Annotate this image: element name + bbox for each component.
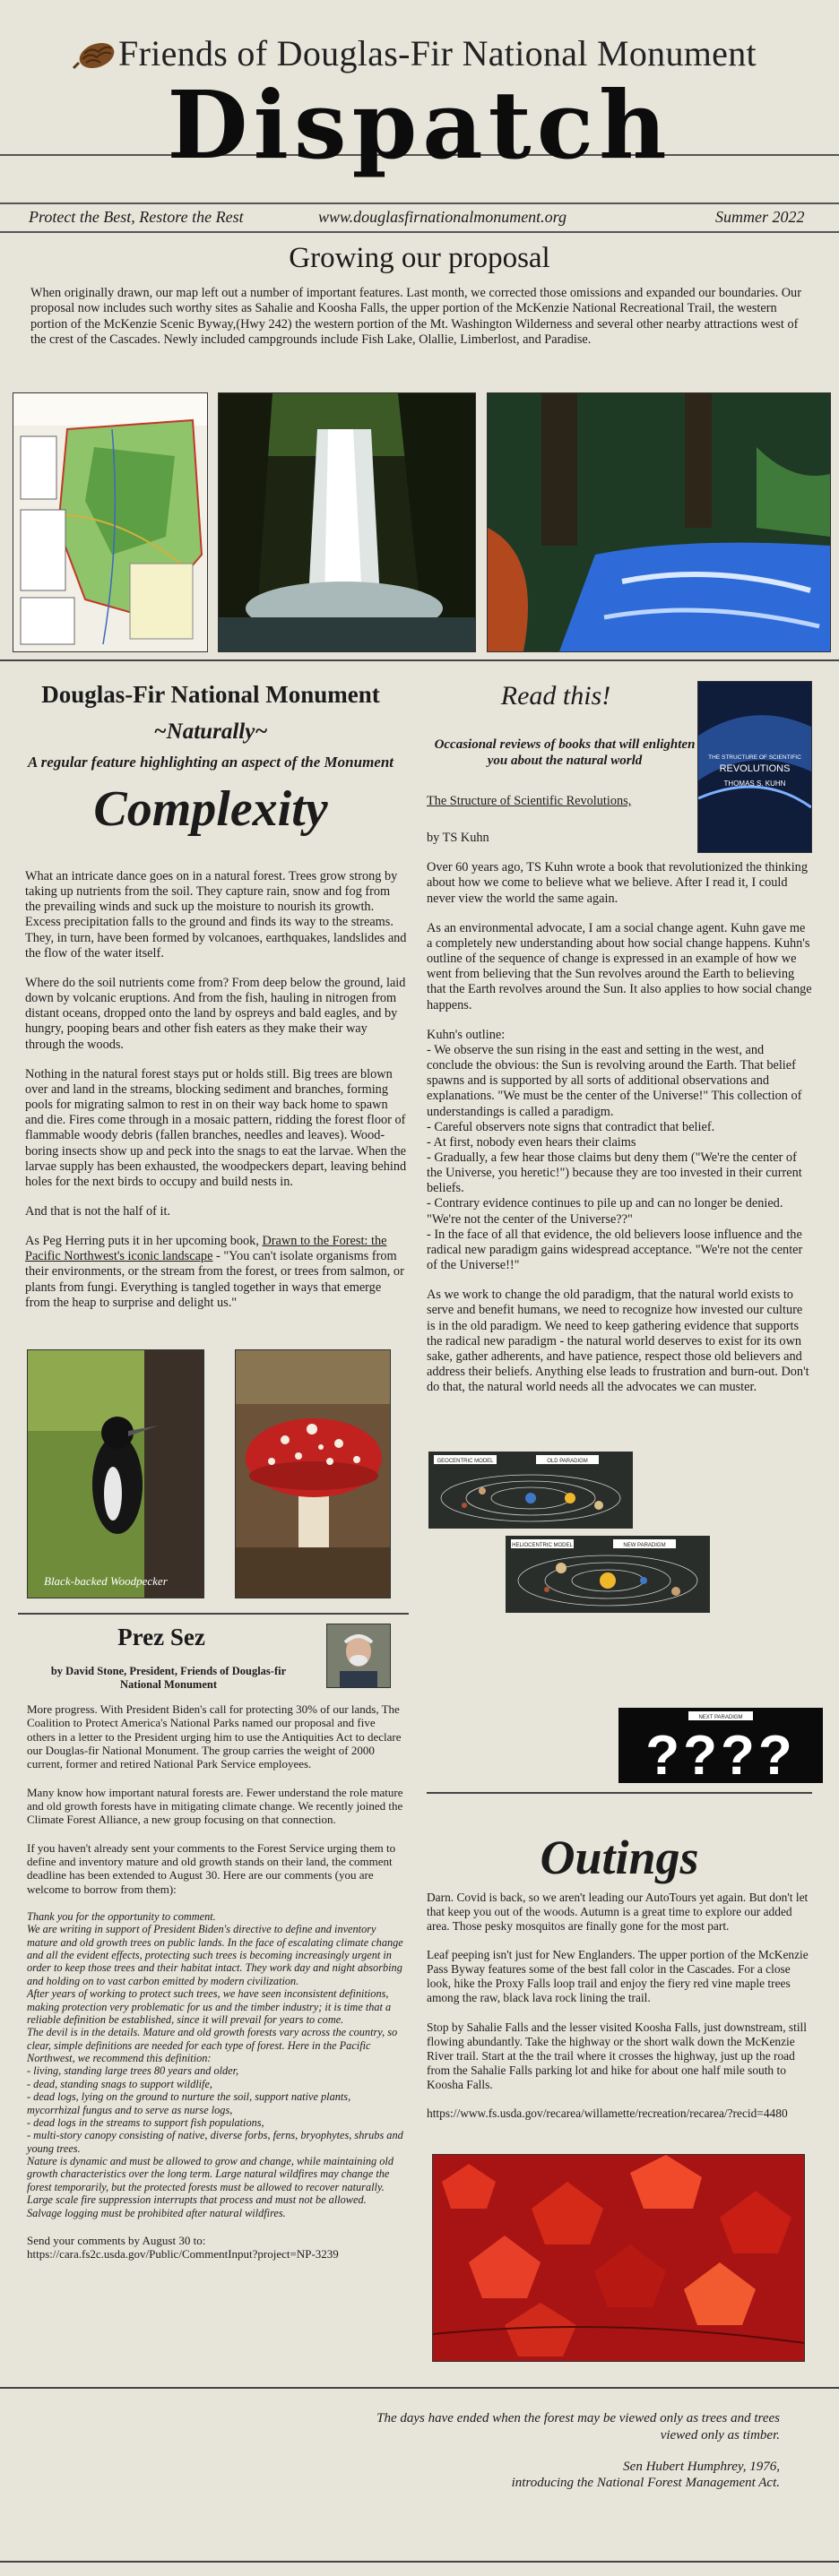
outings-divider [427,1792,812,1794]
prez-letter [27,1910,403,2219]
complexity-paragraph: What an intricate dance goes on in a natural forest. Trees grow strong by taking up nutrients from the soil. They capture rain, snow and fog from the prevailing winds and suck up the moisture to nourish its growth. Excess precipitation falls to the ground and finds its way to the streams. They, in turn, have been formed by volcanoes, earthquakes, landslides and the flow of the water itself. [25,869,407,961]
letter-line: - dead, standing snags to support wildlife, [27,2077,213,2090]
outline-item: - At first, nobody even hears their claims [427,1134,636,1150]
outline-item: - Gradually, a few hear those claims but deny them ("We're the center of the Universe, you heretic!") because they are too invested in their current beliefs. [427,1150,802,1196]
outline-item: - We observe the sun rising in the east and setting in the west, and conclude the obvious: the Sun is revolving around the Earth. That belief spawns and is supported by all sorts of additional observations and explanations. "We must be the center of the Universe!" This collection of understandings is called a paradigm. [427,1042,802,1119]
naturally-subheading: ~Naturally~ [153,719,268,744]
outings-title: Outings [540,1831,699,1884]
prez-paragraph: More progress. With President Biden's call for protecting 30% of our lands, The Coalition to Protect America's National Parks named our proposal and five others in a letter to the President urging him to use the Antiquities Act to declare our Douglas-fir National Monument. The group carries the weight of 2000 current, former and retired National Park Service employees. [27,1702,402,1771]
quote-text: The days have ended when the forest may be viewed only as trees and trees viewed only as timber. [376,2411,780,2442]
mushroom-photo [235,1349,391,1598]
naturally-tagline: A regular feature highlighting an aspect of the Monument [27,754,394,771]
woodpecker-photo [27,1349,204,1598]
complexity-title: Complexity [93,781,328,837]
next-paradigm-diagram [618,1708,823,1783]
outings-paragraph: Leaf peeping isn't just for New Englanders. The upper portion of the McKenzie Pass Byway features some of the best fall color in the Cascades. For a close look, hike the Proxy Falls loop trail and enjoy the fiery red vine maple trees among the raw, black lava rock lining the trail. [427,1948,809,2005]
letter-line: - multi-story canopy consisting of native, diverse forbs, ferns, bryophytes, shrubs and young trees. [27,2129,403,2155]
svg-text:OLD PARADIGM: OLD PARADIGM [547,1459,588,1464]
bottom-rule [0,2561,839,2563]
letter-line: After years of working to protect such trees, we have seen inconsistent definitions, making protection very problematic for us and the timber industry; it is time that a reliable definition be established, since it will prevail for years to come. [27,1987,392,2026]
prez-divider [18,1613,409,1615]
cover-text: THE STRUCTURE OF SCIENTIFIC [708,754,801,761]
waterfall-photo [218,392,476,652]
readthis-paragraph: As we work to change the old paradigm, that the natural world exists to serve and benefit humans, we need to recognize how invested our culture is in the old paradigm. We need to keep gathering evidence that supports the radical new paradigm - the natural world deserves to exist for its own sake, gather adherents, and have patience, respect those old believers and address their beliefs. Anything else leads to frustration and burn-out. Don't do that, the natural world needs all the advocates we can muster. [427,1288,809,1395]
svg-text:NEW PARADIGM: NEW PARADIGM [623,1543,666,1548]
complexity-paragraph: Nothing in the natural forest stays put or holds still. Big trees are blown over and land in the streams, blocking sediment and branches, forming pools for migrating salmon to rest in on their way back home to spawn and die. Fires come through in a mosaic pattern, ridding the forest floor of flammable woody debris (fallen branches, needles and leaves). Wood-boring insects show up and peck into the snags to eat the larvae. When the larvae supply has been exhausted, the woodpeckers depart, leaving behind holes for the next birds to occupy and build nests in. [25,1066,407,1189]
readthis-intro: Occasional reviews of books that will enlighten you about the natural world [434,737,696,768]
complexity-paragraph: Where do the soil nutrients come from? From deep below the ground, laid down by volcanic eruptions. And from the fish, hauling in nitrogen from distant oceans, dropped onto the land by ospreys and bald eagles, and by hungry, pooping bears and other fish eaters as they make their way through the woods. [25,975,406,1052]
readthis-paragraph: As an environmental advocate, I am a social change agent. Kuhn gave me a completely new understanding about how social change happens. Kuhn's outline of the sequence of change is expressed in an example of how we went from believing that the Sun revolves around the Earth to believing that the Earth revolves around the Sun. It also applies to how social change happens. [427,920,812,1012]
proposal-section [0,242,839,348]
proposal-map-image [13,392,208,652]
river-photo [487,392,831,652]
book-title: The Structure of Scientific Revolutions, [427,794,632,808]
readthis-paragraph: Over 60 years ago, TS Kuhn wrote a book that revolutionized the thinking about how we come to believe what we believe. After I read it, I could never view the world the same again. [427,860,808,906]
complexity-paragraph: And that is not the half of it. [25,1203,171,1219]
vine-maple-photo [432,2154,805,2362]
org-name: Friends of Douglas-Fir National Monument [118,33,757,73]
newsletter-title: Dispatch [167,70,672,180]
outings-url-link[interactable]: https://www.fs.usda.gov/recarea/willamette/recreation/recarea/?recid=4480 [427,2106,788,2120]
letter-line: Thank you for the opportunity to comment. [27,1909,216,1923]
letter-line: The devil is in the details. Mature and old growth forests vary across the country, so clear, simple definitions are needed for each type of forest. Here in the Pacific Northwest, we recommend this definition: [27,2026,398,2065]
prez-title: Prez Sez [117,1624,205,1650]
woodpecker-caption: Black-backed Woodpecker [44,1574,168,1588]
geocentric-diagram [428,1452,633,1529]
svg-text:NEXT PARADIGM: NEXT PARADIGM [698,1715,743,1720]
question-marks: ???? [645,1725,796,1783]
letter-line: Nature is dynamic and must be allowed to grow and change, while maintaining old growth characteristics over the long term. Large natural wildfires may change the forest temporarily, but the protected forests must be allowed to recover naturally. Large scale fire suppression interrupts that process and must not be allowed. Salvage logging must be prohibited after natural wildfires. [27,2155,394,2219]
book-link[interactable]: Drawn to the Forest: the Pacific Northwest's iconic landscape [25,1234,387,1264]
info-bar [0,156,839,231]
letter-line: - living, standing large trees 80 years and older, [27,2064,239,2078]
cover-text: THOMAS S. KUHN [723,780,786,788]
president-avatar [326,1624,391,1688]
naturally-header [0,681,421,838]
section-divider [0,659,839,661]
outings-paragraph: Stop by Sahalie Falls and the lesser visited Koosha Falls, just downstream, still flowing abundantly. Take the highway or the short walk down the McKenzie River trail. Start at the the trail where it crosses the highway, just up the road from the Sahalie Falls parking lot and hike for about one half mile south to Koosha Falls. [427,2020,808,2091]
readthis-article [427,794,812,1409]
naturally-heading: Douglas-Fir National Monument [41,681,380,708]
comment-url-link[interactable]: https://cara.fs2c.usda.gov/Public/CommentInput?project=NP-3239 [27,2247,339,2262]
letter-line: We are writing in support of President Biden's directive to define and inventory mature and old growth trees on public lands. In the face of escalating climate change and all the evident effects, protecting such trees is becoming increasingly urgent in order to keep those trees and their habitat intact. They work day and night absorbing and holding on to vast carbon emitted by modern civilization. [27,1923,403,1987]
footer-divider [0,2387,839,2389]
complexity-quote: As Peg Herring puts it in her upcoming book, Drawn to the Forest: the Pacific Northwest's iconic landscape - "You can't isolate organisms from their environments, or the stream from the forest, or trees from salmon, or plants from fungi. Everything is tangled together in ways that emerge from the heap to surprise and delight us." [25,1234,404,1310]
proposal-body: When originally drawn, our map left out a number of important features. Last month, we corrected those omissions and expanded our boundaries. Our proposal now includes such worthy sites as Sahalie and Koosha Falls, the upper portion of the McKenzie National Recreational Trail, the western portion of the McKenzie Scenic Byway,(Hwy 242) the western portion of the Mt. Washington Wilderness and several other nearby attractions west of the crest of the Cascades. Newly included campgrounds include Fish Lake, Olallie, Limberlost, and Paradise. [30,286,801,347]
svg-text:HELIOCENTRIC MODEL: HELIOCENTRIC MODEL [512,1543,573,1548]
motto: Protect the Best, Restore the Rest [29,208,244,226]
prez-paragraph: If you haven't already sent your comments to the Forest Service urging them to define and inventory mature and old growth stands on their land, the comment deadline has been extended to August 30. Here are our comments (you are welcome to borrow from them): [27,1840,396,1896]
issue-date: Summer 2022 [715,208,805,226]
outline-item: - Careful observers note signs that contradict that belief. [427,1119,715,1134]
prez-paragraph: Many know how important natural forests are. Fewer understand the role mature and old growth forests have in mitigating climate change. We recently joined the Climate Forest Alliance, a new group focusing on that connection. [27,1785,403,1827]
prez-byline: by David Stone, President, Friends of Douglas-fir National Monument [50,1665,287,1691]
letter-line: - dead logs, lying on the ground to nurture the soil, support native plants, mycorrhizal fungus and to serve as nurse logs, [27,2090,351,2116]
masthead [0,0,839,180]
complexity-article [25,869,409,1325]
send-comments: Send your comments by August 30 to: [27,2233,206,2247]
outings-article [427,1891,814,2135]
outline-item: - Contrary evidence continues to pile up and can no longer be denied. "We're not the center of the Universe??" [427,1196,783,1227]
website-link[interactable]: www.douglasfirnationalmonument.org [318,208,567,226]
proposal-headline: Growing our proposal [289,242,550,274]
closing-quote [341,2410,780,2492]
quote-attribution: introducing the National Forest Management Act. [511,2476,780,2491]
letter-line: - dead logs in the streams to support fish populations, [27,2115,264,2129]
svg-text:GEOCENTRIC MODEL: GEOCENTRIC MODEL [437,1459,494,1464]
book-author: by TS Kuhn [427,831,489,846]
prez-article [27,1702,403,2262]
heliocentric-diagram [506,1536,710,1613]
readthis-title: Read this! [500,681,611,711]
quote-attribution: Sen Hubert Humphrey, 1976, [623,2459,780,2474]
cover-text: REVOLUTIONS [719,763,791,774]
outings-paragraph: Darn. Covid is back, so we aren't leading our AutoTours yet again. But don't let that keep you out of the woods. Autumn is a great time to explore our added area. Those pesky mosquitos are finally gone for the most part. [427,1891,809,1934]
kuhn-outline [427,1028,812,1274]
outline-item: - In the face of all that evidence, the old believers loose influence and the radical new paradigm gains widespread acceptance. "We're not the center of the Universe!!" [427,1227,803,1273]
outline-item: Kuhn's outline: [427,1027,506,1042]
